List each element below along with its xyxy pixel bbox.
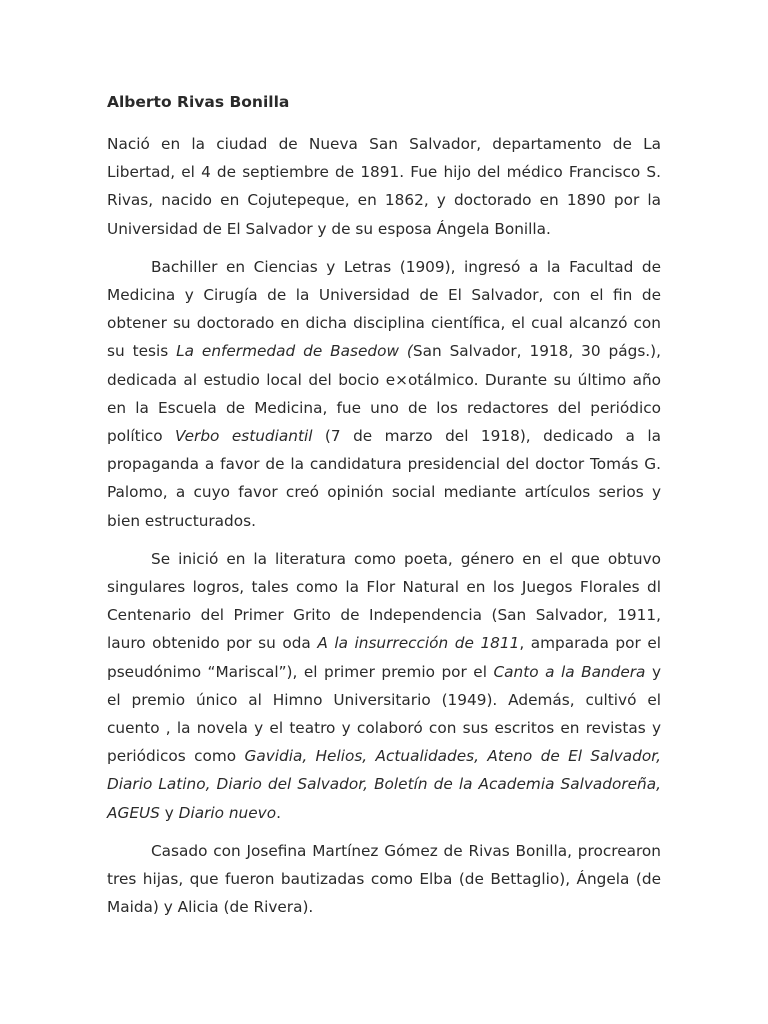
text-span: y xyxy=(159,803,179,822)
song-title: Canto a la Bandera xyxy=(493,662,646,681)
text-span: y el premio único al Himno Universitario (1949). Además, cultivó el cuento , la novela y el teatro y colaboró con sus escritos en revistas y periódicos como xyxy=(107,662,661,766)
document-page xyxy=(107,88,661,931)
publication-title: Diario nuevo xyxy=(178,803,277,822)
paragraph-literature xyxy=(107,545,661,827)
paragraph-family: Casado con Josefina Martínez Gómez de Rivas Bonilla, procrearon tres hijas, que fueron bautizadas como Elba (de Bettaglio), Ángela (de Maida) y Alicia (de Rivera). xyxy=(107,841,661,917)
document-title: Alberto Rivas Bonilla xyxy=(107,93,290,111)
text-span: , amparada por el pseudónimo “Mariscal”), el primer premio por el xyxy=(107,634,661,681)
text-span: Se inició en la literatura como poeta, género en el que obtuvo singulares logros, tales como la Flor Natural en los Juegos Florales dl Centenario del Primer Grito de Independencia (San Salvador, 1911, lauro obtenido por su oda xyxy=(107,549,661,653)
text-span: Bachiller en Ciencias y Letras (1909), ingresó a la Facultad de Medicina y Cirugía de la Universidad de El Salvador, con el fin de obtener su doctorado en dicha disciplina científica, el cual alcanzó con su tesis xyxy=(107,257,661,361)
publications-list: Gavidia, Helios, Actualidades, Ateno de El Salvador, Diario Latino, Diario del Salvador, Boletín de la Academia Salvadoreña, AGEUS xyxy=(107,747,661,822)
ode-title: A la insurrección de 1811 xyxy=(317,634,520,653)
text-span: . xyxy=(276,803,281,822)
paragraph-education xyxy=(107,253,661,535)
newspaper-title: Verbo estudiantil xyxy=(175,427,313,446)
text-span: San Salvador, 1918, 30 págs.), dedicada al estudio local del bocio e×otálmico. Durante su último año en la Escuela de Medicina, fue uno de los redactores del periódico político xyxy=(107,342,662,446)
thesis-title: La enfermedad de Basedow ( xyxy=(176,342,413,361)
paragraph-birth: Nació en la ciudad de Nueva San Salvador, departamento de La Libertad, el 4 de septiembre de 1891. Fue hijo del médico Francisco S. Rivas, nacido en Cojutepeque, en 1862, y doctorado en 1890 por la Universidad de El Salvador y de su esposa Ángela Bonilla. xyxy=(107,135,661,238)
text-span: (7 de marzo del 1918), dedicado a la propaganda a favor de la candidatura presidencial del doctor Tomás G. Palomo, a cuyo favor creó opinión social mediante artículos serios y bien estructurados. xyxy=(107,427,661,530)
